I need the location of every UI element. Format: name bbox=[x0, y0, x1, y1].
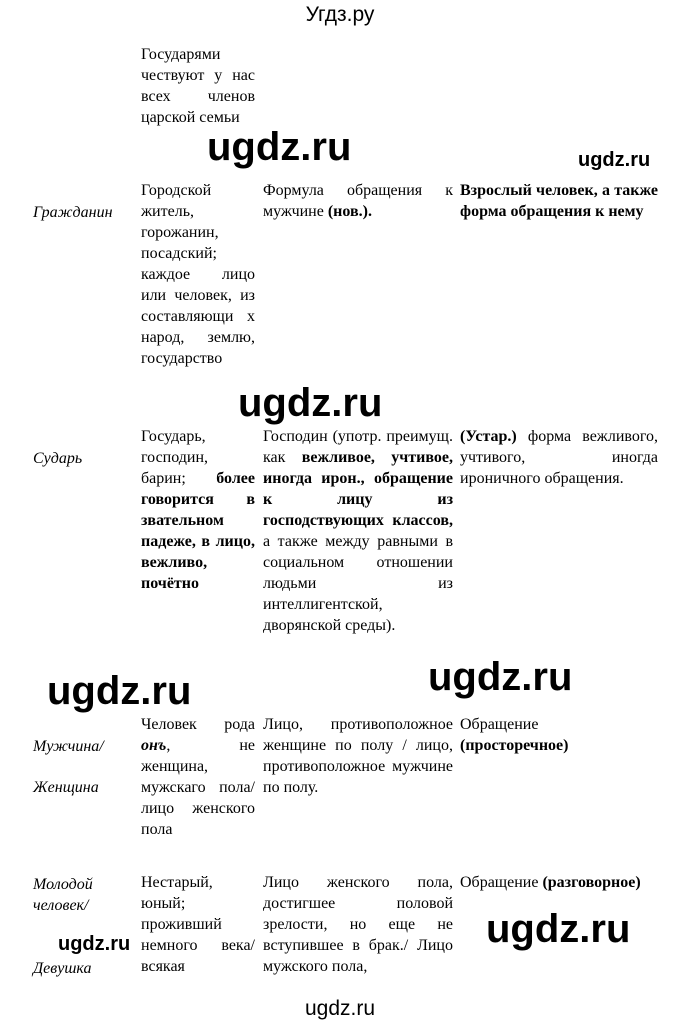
usage-cell bbox=[460, 872, 658, 893]
meaning-text-cont: а также между равными в социальном отношении людьми из интеллигентской, дворянской среды). bbox=[263, 533, 453, 634]
usage-cell bbox=[460, 714, 658, 756]
term-cell bbox=[33, 874, 133, 979]
usage-text: Обращение bbox=[460, 874, 539, 891]
watermark: ugdz.ru bbox=[58, 933, 131, 955]
definition-cell: Городской житель, горожанин, посадский; каждое лицо или человек, из составляющи х народ, землю, государство bbox=[141, 182, 255, 367]
meaning-cell bbox=[263, 426, 453, 636]
definition-cell: Нестарый, юный; проживший немного века/всякая bbox=[141, 874, 255, 975]
watermark: ugdz.ru bbox=[428, 655, 573, 699]
meaning-cell: Лицо женского пола, достигшее половой зрелости, но еще не вступившее в брак./ Лицо мужского пола, bbox=[263, 874, 453, 975]
definition-text: Человек рода bbox=[141, 716, 255, 733]
definition-bold: более говорится в звательном падеже, в лицо, вежливо, почётно bbox=[141, 470, 255, 592]
usage-cell bbox=[460, 180, 658, 222]
page-footer: ugdz.ru bbox=[304, 997, 376, 1020]
usage-bold: (разговорное) bbox=[542, 874, 641, 891]
meaning-text: Господин (употр. преимущ. как bbox=[263, 428, 453, 466]
usage-text: форма вежливого, учтивого, иногда ироничного обращения. bbox=[460, 428, 658, 487]
watermark: ugdz.ru bbox=[486, 907, 631, 951]
term-line: человек/ bbox=[33, 897, 89, 914]
usage-bold: (просторечное) bbox=[460, 737, 569, 754]
meaning-bold: вежливое, учтивое, иногда ирон., обращение к лицу из господствующих классов, bbox=[263, 449, 453, 529]
term-cell: Сударь bbox=[33, 450, 83, 467]
meaning-cell: Лицо, противоположное женщине по полу / лицо, противоположное мужчине по полу. bbox=[263, 716, 453, 796]
term-cell: Гражданин bbox=[33, 204, 113, 221]
watermark: ugdz.ru bbox=[578, 149, 651, 171]
meaning-bold: (нов.). bbox=[327, 203, 372, 220]
page-header: Угдз.ру bbox=[305, 3, 375, 26]
definition-text-cont: , не женщина, мужскаго пола/лицо женского пола bbox=[141, 737, 255, 838]
usage-bold: Взрослый человек, а также форма обращения к нему bbox=[460, 182, 658, 220]
definition-cell bbox=[141, 426, 255, 594]
meaning-text: Формула обращения к мужчине bbox=[263, 182, 453, 220]
watermark: ugdz.ru bbox=[238, 381, 383, 425]
meaning-cell bbox=[263, 180, 453, 222]
term-line: Женщина bbox=[33, 779, 99, 796]
term-cell bbox=[33, 736, 133, 798]
definition-bold: онъ bbox=[141, 737, 167, 754]
definition-cell: Государями чествуют у нас всех членов царской семьи bbox=[141, 46, 255, 126]
term-line: Девушка bbox=[33, 960, 92, 977]
usage-text: Обращение bbox=[460, 716, 539, 733]
watermark: ugdz.ru bbox=[47, 669, 192, 713]
usage-bold: (Устар.) bbox=[460, 428, 517, 445]
watermark: ugdz.ru bbox=[207, 125, 352, 169]
definition-cell bbox=[141, 714, 255, 840]
usage-cell bbox=[460, 426, 658, 489]
term-line: Мужчина/ bbox=[33, 738, 104, 755]
term-line: Молодой bbox=[33, 876, 93, 893]
definition-text: Государь, господин, барин; bbox=[141, 428, 209, 487]
